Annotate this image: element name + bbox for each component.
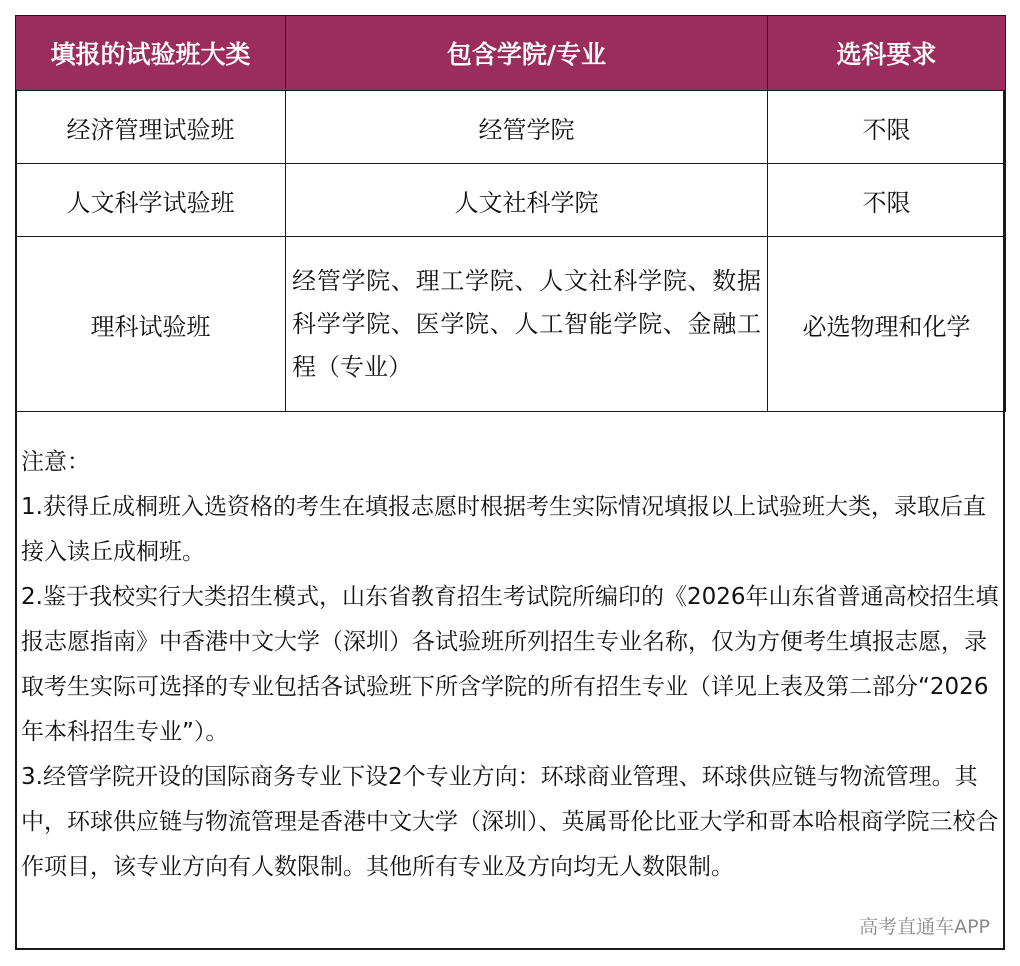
table-row xyxy=(16,91,1006,164)
row-requirement: 必选物理和化学 xyxy=(768,237,1006,412)
watermark: 高考直通车APP xyxy=(859,916,990,938)
header-schools: 包含学院/专业 xyxy=(286,16,768,91)
row-schools: 经管学院 xyxy=(286,91,768,164)
row-category: 人文科学试验班 xyxy=(16,164,286,237)
notes-section xyxy=(21,440,1001,890)
note-item-3: 3.经管学院开设的国际商务专业下设2个专业方向：环球商业管理、环球供应链与物流管理。其中，环球供应链与物流管理是香港中文大学（深圳）、英属哥伦比亚大学和哥本哈根商学院三校合作项目，该专业方向有人数限制。其他所有专业及方向均无人数限制。 xyxy=(21,764,999,880)
table-header-row xyxy=(16,16,1006,91)
row-requirement: 不限 xyxy=(768,91,1006,164)
row-category: 经济管理试验班 xyxy=(16,91,286,164)
row-category: 理科试验班 xyxy=(16,237,286,412)
note-item-2: 2.鉴于我校实行大类招生模式，山东省教育招生考试院所编印的《2026年山东省普通高校招生填报志愿指南》中香港中文大学（深圳）各试验班所列招生专业名称，仅为方便考生填报志愿，录取考生实际可选择的专业包括各试验班下所含学院的所有招生专业（详见上表及第二部分“2026年本科招生专业”）。 xyxy=(21,584,999,745)
trial-class-table xyxy=(15,15,1006,412)
header-category: 填报的试验班大类 xyxy=(16,16,286,91)
notes-title: 注意： xyxy=(21,449,90,475)
table-row xyxy=(16,237,1006,412)
header-requirement: 选科要求 xyxy=(768,16,1006,91)
row-requirement: 不限 xyxy=(768,164,1006,237)
note-item-1: 1.获得丘成桐班入选资格的考生在填报志愿时根据考生实际情况填报以上试验班大类，录取后直接入读丘成桐班。 xyxy=(21,494,986,565)
table-row xyxy=(16,164,1006,237)
row-schools: 人文社科学院 xyxy=(286,164,768,237)
row-schools: 经管学院、理工学院、人文社科学院、数据科学学院、医学院、人工智能学院、金融工程（专业） xyxy=(286,237,768,412)
